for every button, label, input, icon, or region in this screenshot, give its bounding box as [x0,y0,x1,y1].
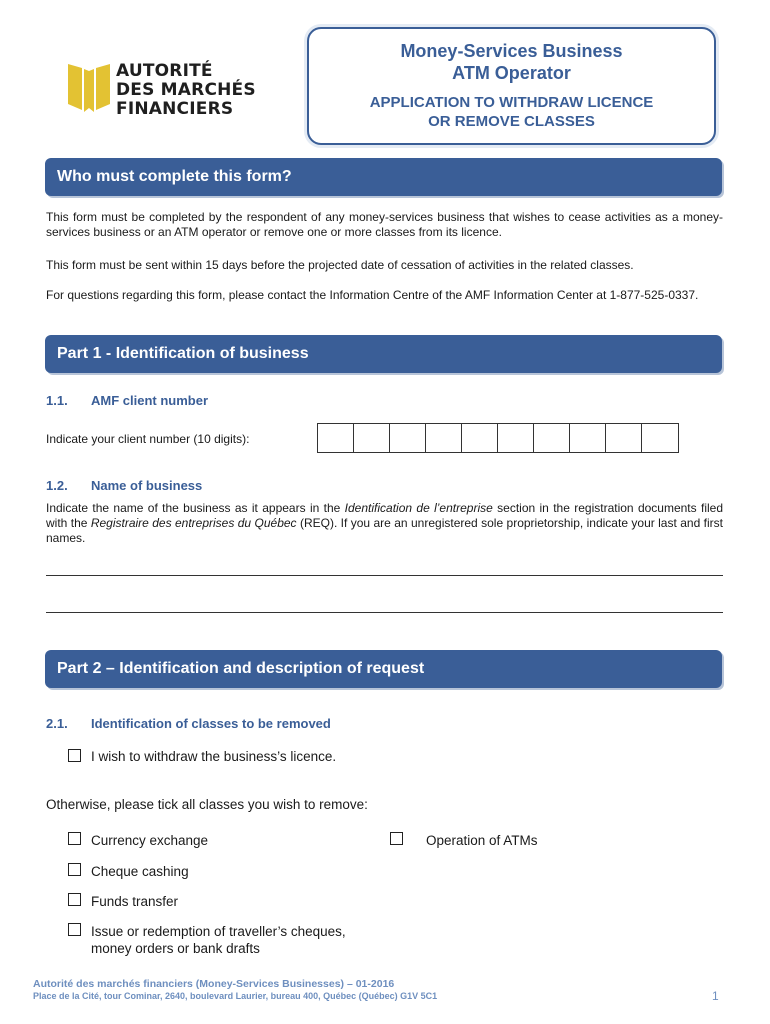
business-name-line-1[interactable] [46,575,723,576]
section-header-part-1: Part 1 - Identification of business [45,335,722,373]
section-header-part-2: Part 2 – Identification and description of request [45,650,722,688]
section-1-2-title: Name of business [91,478,203,493]
logo-line-1: AUTORITÉ [116,61,213,81]
client-number-digit-1[interactable] [318,424,354,452]
client-number-digit-2[interactable] [354,424,390,452]
currency-exchange-checkbox[interactable] [68,832,81,845]
client-number-digit-8[interactable] [570,424,606,452]
page-number: 1 [712,989,719,1003]
operation-atms-checkbox[interactable] [390,832,403,845]
form-subtitle-line-2: OR REMOVE CLASSES [428,113,595,130]
logo-wordmark [116,62,256,119]
instructions-italic-b: Registraire des entreprises du Québec [90,516,297,530]
client-number-label: Indicate your client number (10 digits): [46,432,250,446]
cheque-cashing-checkbox[interactable] [68,863,81,876]
client-number-digit-3[interactable] [390,424,426,452]
travellers-cheques-label [91,923,346,957]
travellers-cheques-label-line-2: money orders or bank drafts [91,941,260,956]
travellers-cheques-label-line-1: Issue or redemption of traveller’s cheques, [91,924,346,939]
business-name-line-2[interactable] [46,612,723,613]
funds-transfer-label: Funds transfer [91,894,179,909]
section-2-1-title: Identification of classes to be removed [91,716,331,731]
section-1-1-number: 1.1. [46,393,68,408]
client-number-digit-6[interactable] [498,424,534,452]
section-1-1-title: AMF client number [91,393,209,408]
client-number-digit-4[interactable] [426,424,462,452]
logo-line-3: FINANCIERS [116,99,234,119]
logo-book-icon [66,58,112,112]
funds-transfer-checkbox[interactable] [68,893,81,906]
footer-title: Autorité des marchés financiers (Money-Services Businesses) – 01-2016 [33,978,395,990]
instructions-italic-a: Identification de l’entreprise [344,501,493,515]
travellers-cheques-checkbox[interactable] [68,923,81,936]
footer-address: Place de la Cité, tour Cominar, 2640, boulevard Laurier, bureau 400, Québec (Québec) G1V 5C1 [33,991,438,1001]
form-subtitle-line-1: APPLICATION TO WITHDRAW LICENCE [369,94,654,111]
client-number-digit-7[interactable] [534,424,570,452]
currency-exchange-label: Currency exchange [91,833,209,848]
form-title-line-1: Money-Services Business [400,41,623,61]
withdraw-licence-checkbox[interactable] [68,749,81,762]
instructions-text-a: Indicate the name of the business as it appears in the [46,501,345,515]
otherwise-instruction: Otherwise, please tick all classes you wish to remove: [46,797,368,812]
logo-line-2: DES MARCHÉS [116,80,256,100]
client-number-digit-9[interactable] [606,424,642,452]
who-paragraph-2: This form must be sent within 15 days before the projected date of cessation of activities in the related classes. [46,258,634,272]
client-number-input[interactable] [317,423,679,453]
instructions-text-c: (REQ). If you are an unregistered sole proprietorship, indicate your last and first names. [46,516,723,545]
who-paragraph-3: For questions regarding this form, please contact the Information Centre of the AMF Information Center at 1-877-525-0337. [46,288,699,302]
form-title-box [307,27,716,145]
business-name-instructions [46,501,723,546]
section-header-who: Who must complete this form? [45,158,722,196]
who-paragraph-1: This form must be completed by the respondent of any money-services business that wishes to cease activities as a money-services business or an ATM operator or remove one or more classes from its licence. [46,210,723,239]
cheque-cashing-label: Cheque cashing [91,864,189,879]
operation-atms-label: Operation of ATMs [426,833,538,848]
amf-logo [66,58,266,128]
withdraw-licence-label: I wish to withdraw the business’s licence. [91,749,337,764]
client-number-digit-10[interactable] [642,424,678,452]
section-2-1-number: 2.1. [46,716,68,731]
form-title-line-2: ATM Operator [452,63,571,83]
instructions-text-b: section in the registration documents filed with the [46,501,724,530]
section-1-2-number: 1.2. [46,478,68,493]
client-number-digit-5[interactable] [462,424,498,452]
